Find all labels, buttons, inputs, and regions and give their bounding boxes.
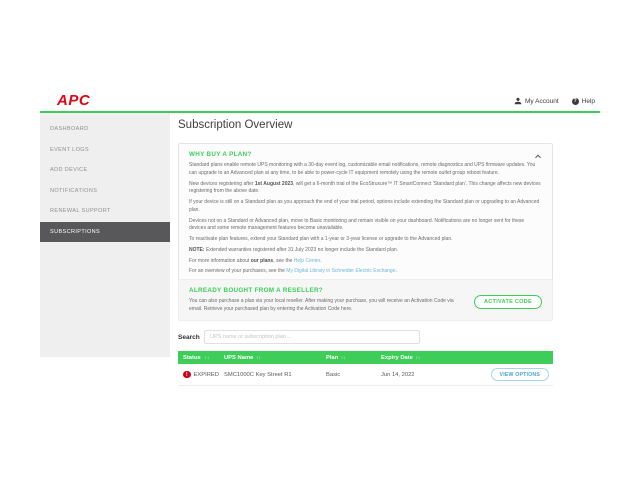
my-account-label: My Account [525, 97, 559, 105]
why-buy-a-plan-card [178, 143, 553, 285]
reseller-card [178, 279, 553, 321]
reseller-text: You can also purchase a plan via your local reseller. After making your purchase, you will receive an Activation Code via email. Retrieve your purchased plan by entering the Activation Code here. [189, 298, 454, 312]
my-account-button[interactable] [514, 97, 559, 105]
bold-text: 1st August 2023 [254, 180, 294, 187]
person-icon [514, 97, 522, 105]
inline-link[interactable]: Help Center [293, 257, 321, 264]
body-text: Standard plans enable remote UPS monitoring with a 30-day event log, customizable email notifications, remote diagnostics and UPS firmware updates. You can upgrade to an Advanced plan at any time, to be able to power-cycle IT equipment remotely using the remote outlet group reboot feature. [189, 162, 536, 176]
body-text: , see the [273, 257, 294, 264]
sidebar-item-subscriptions[interactable]: SUBSCRIPTIONS [40, 222, 170, 243]
why-buy-paragraph [189, 199, 542, 215]
body-text: Devices not on a Standard or Advanced plan, move to Basic monitoring and remain visible on your dashboard. Notifications are no longer sent for these devices and some remote management features become unavailable. [189, 217, 525, 232]
collapse-card-button[interactable] [534, 152, 542, 160]
reseller-title: ALREADY BOUGHT FROM A RESELLER? [189, 287, 323, 294]
body-text: Extended warranties registered after 31 July 2023 no longer include the Standard plan. [204, 246, 399, 253]
why-buy-paragraph [189, 236, 542, 244]
view-options-button[interactable]: VIEW OPTIONS [491, 368, 549, 381]
why-buy-paragraph [189, 181, 542, 197]
ups-name-cell: SMC1000C Key Street R1 [224, 371, 292, 378]
why-buy-paragraph [189, 162, 542, 178]
why-buy-paragraph [189, 268, 542, 276]
sort-icon[interactable]: ↑↓ [340, 354, 346, 360]
status-header-label: Status [183, 354, 201, 361]
column-header-status[interactable] [178, 355, 224, 361]
body-text: New devices registering after [189, 180, 255, 187]
why-buy-title: WHY BUY A PLAN? [189, 151, 252, 158]
inline-link[interactable]: My Digital Library in Schneider Electric Exchange [286, 268, 396, 275]
sidebar-item-event-logs[interactable]: EVENT LOGS [50, 146, 90, 153]
sort-icon[interactable]: ↑↓ [255, 354, 261, 360]
column-header-ups-name[interactable] [224, 355, 326, 361]
sidebar-item-renewal-support[interactable]: RENEWAL SUPPORT [50, 208, 111, 214]
page-title: Subscription Overview [178, 119, 293, 131]
column-header-plan[interactable] [326, 355, 381, 361]
bold-text: NOTE: [189, 246, 205, 253]
sort-icon[interactable]: ↑↓ [415, 354, 421, 360]
body-text: For an overview of your purchases, see the [189, 268, 287, 275]
sidebar-item-add-device[interactable]: ADD DEVICE [50, 167, 88, 173]
search-input[interactable] [204, 330, 420, 344]
plan-cell: Basic [326, 371, 341, 378]
sidebar-nav [40, 113, 170, 357]
sidebar-item-dashboard[interactable]: DASHBOARD [50, 126, 89, 132]
ups-name-header-label: UPS Name [224, 354, 254, 361]
expired-alert-icon: ! [183, 371, 191, 379]
table-row [178, 364, 553, 386]
header-account-area [514, 97, 595, 105]
status-cell [178, 371, 224, 379]
body-text: If your device is still on a Standard plan as you approach the end of your trial period, options include extending the Standard plan or upgrading to an Advanced plan. [189, 199, 540, 213]
sort-icon[interactable]: ↑↓ [204, 355, 210, 360]
apc-logo[interactable]: APC [57, 92, 91, 109]
body-text: To reactivate plan features, extend your Standard plan with a 1-year or 3-year license or upgrade to the Advanced plan. [189, 236, 453, 242]
help-icon: ? [573, 98, 577, 104]
why-buy-paragraph [189, 258, 542, 266]
expiry-date-cell: Jun 14, 2022 [381, 371, 415, 378]
body-text: . [395, 268, 397, 275]
column-header-expiry-date[interactable] [381, 355, 489, 361]
why-buy-paragraph [189, 247, 542, 255]
body-text: . [320, 257, 322, 264]
help-button[interactable] [572, 98, 595, 105]
search-label: Search [178, 334, 200, 341]
activate-code-button[interactable]: ACTIVATE CODE [474, 295, 542, 309]
status-badge: EXPIRED [193, 371, 219, 378]
action-cell [489, 368, 553, 381]
body-text: , will get a 6-month trial of the EcoStruxure™ IT SmartConnect 'Standard plan'. This change affects new devices registering from the above date. [189, 180, 541, 195]
bold-text: our plans [250, 257, 274, 264]
table-header-row [178, 351, 553, 364]
help-label: Help [581, 97, 595, 105]
chevron-up-icon [535, 155, 541, 161]
subscriptions-table [178, 351, 553, 386]
why-buy-paragraph [189, 218, 542, 234]
why-buy-paragraphs [189, 162, 542, 276]
expiry-header-label: Expiry Date [381, 354, 413, 361]
body-text: For more information about [189, 257, 251, 264]
plan-header-label: Plan [326, 354, 339, 361]
sidebar-item-notifications[interactable]: NOTIFICATIONS [50, 187, 98, 194]
